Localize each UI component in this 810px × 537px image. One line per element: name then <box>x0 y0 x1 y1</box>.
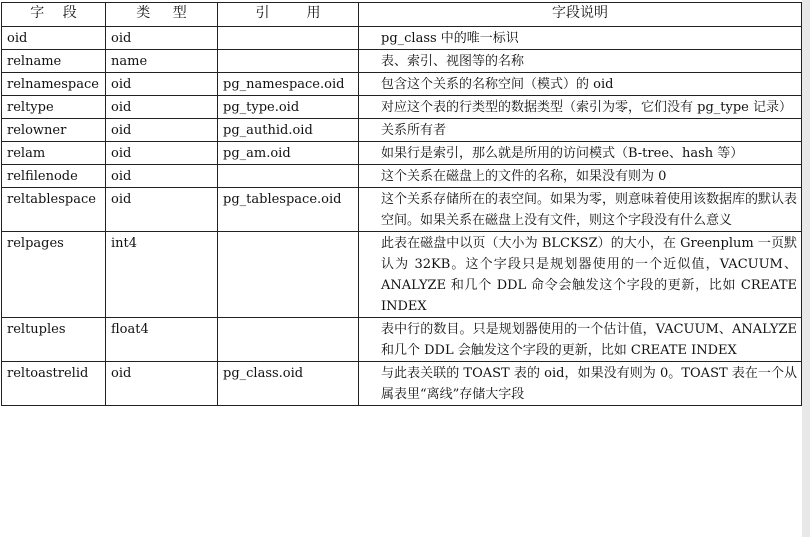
cell-type: oid <box>106 27 218 50</box>
header-ref-char-2: 用 <box>306 5 321 21</box>
table-header-row <box>2 3 802 27</box>
header-reference <box>218 3 359 27</box>
cell-type: oid <box>106 119 218 142</box>
cell-description <box>359 119 802 142</box>
cell-field: reltoastrelid <box>2 362 106 406</box>
description-text: 包含这个关系的名称空间（模式）的 oid <box>381 77 614 92</box>
cell-reference <box>218 165 359 188</box>
description-text: 关系所有者 <box>381 123 447 138</box>
cell-type: int4 <box>106 232 218 318</box>
cell-description <box>359 232 802 318</box>
cell-type: oid <box>106 362 218 406</box>
header-type <box>106 3 218 27</box>
table-row <box>2 232 802 318</box>
cell-description <box>359 73 802 96</box>
header-type-char-1: 类 <box>136 5 151 21</box>
cell-field: oid <box>2 27 106 50</box>
cell-field: reltuples <box>2 318 106 362</box>
table-row <box>2 27 802 50</box>
cell-reference <box>218 27 359 50</box>
cell-type: oid <box>106 73 218 96</box>
cell-type: oid <box>106 165 218 188</box>
table-row <box>2 73 802 96</box>
header-field-char-2: 段 <box>62 5 77 21</box>
header-type-char-2: 型 <box>172 5 187 21</box>
cell-description <box>359 27 802 50</box>
table-row <box>2 50 802 73</box>
description-text: 表中行的数目。只是规划器使用的一个估计值，VACUUM、ANALYZE 和几个 DDL 会触发这个字段的更新，比如 CREATE INDEX <box>381 322 797 358</box>
header-field <box>2 3 106 27</box>
page-edge-shadow <box>802 0 810 537</box>
cell-description <box>359 142 802 165</box>
cell-description <box>359 50 802 73</box>
cell-field: relpages <box>2 232 106 318</box>
cell-description <box>359 188 802 232</box>
cell-description <box>359 165 802 188</box>
cell-field: relfilenode <box>2 165 106 188</box>
cell-reference <box>218 318 359 362</box>
cell-reference: pg_authid.oid <box>218 119 359 142</box>
header-description <box>359 3 802 27</box>
cell-reference: pg_am.oid <box>218 142 359 165</box>
cell-field: relowner <box>2 119 106 142</box>
table-row <box>2 362 802 406</box>
description-text: 与此表关联的 TOAST 表的 oid，如果没有则为 0。TOAST 表在一个从属表里“离线”存储大字段 <box>381 366 797 402</box>
cell-type: name <box>106 50 218 73</box>
table-row <box>2 119 802 142</box>
header-description-label: 字段说明 <box>552 5 608 21</box>
description-text: 这个关系存储所在的表空间。如果为零，则意味着使用该数据库的默认表空间。如果关系在磁盘上没有文件，则这个字段没有什么意义 <box>381 192 798 228</box>
description-text: 对应这个表的行类型的数据类型（索引为零，它们没有 pg_type 记录） <box>381 100 792 115</box>
description-text: pg_class 中的唯一标识 <box>381 31 519 46</box>
description-text: 表、索引、视图等的名称 <box>381 54 525 69</box>
cell-reference: pg_type.oid <box>218 96 359 119</box>
header-field-char-1: 字 <box>30 5 45 21</box>
cell-description <box>359 96 802 119</box>
table-row <box>2 318 802 362</box>
cell-field: reltype <box>2 96 106 119</box>
table-row <box>2 96 802 119</box>
table-row <box>2 165 802 188</box>
cell-type: float4 <box>106 318 218 362</box>
header-ref-char-1: 引 <box>255 5 270 21</box>
cell-reference <box>218 50 359 73</box>
cell-type: oid <box>106 142 218 165</box>
cell-reference: pg_namespace.oid <box>218 73 359 96</box>
cell-reference: pg_tablespace.oid <box>218 188 359 232</box>
pg-class-columns-table <box>1 2 802 406</box>
cell-type: oid <box>106 188 218 232</box>
cell-field: relam <box>2 142 106 165</box>
cell-field: relname <box>2 50 106 73</box>
cell-description <box>359 362 802 406</box>
cell-reference: pg_class.oid <box>218 362 359 406</box>
description-text: 如果行是索引，那么就是所用的访问模式（B-tree、hash 等） <box>381 146 744 161</box>
pg-class-columns-table-wrapper <box>1 2 801 406</box>
table-row <box>2 142 802 165</box>
description-text: 这个关系在磁盘上的文件的名称，如果没有则为 0 <box>381 169 667 184</box>
cell-description <box>359 318 802 362</box>
table-row <box>2 188 802 232</box>
cell-field: reltablespace <box>2 188 106 232</box>
description-text: 此表在磁盘中以页（大小为 BLCKSZ）的大小，在 Greenplum 一页默认为 32KB。这个字段只是规划器使用的一个近似值，VACUUM、ANALYZE 和几个 DDL 命令会触发这个字段的更新，比如 CREATE INDEX <box>381 236 797 314</box>
cell-field: relnamespace <box>2 73 106 96</box>
cell-reference <box>218 232 359 318</box>
cell-type: oid <box>106 96 218 119</box>
